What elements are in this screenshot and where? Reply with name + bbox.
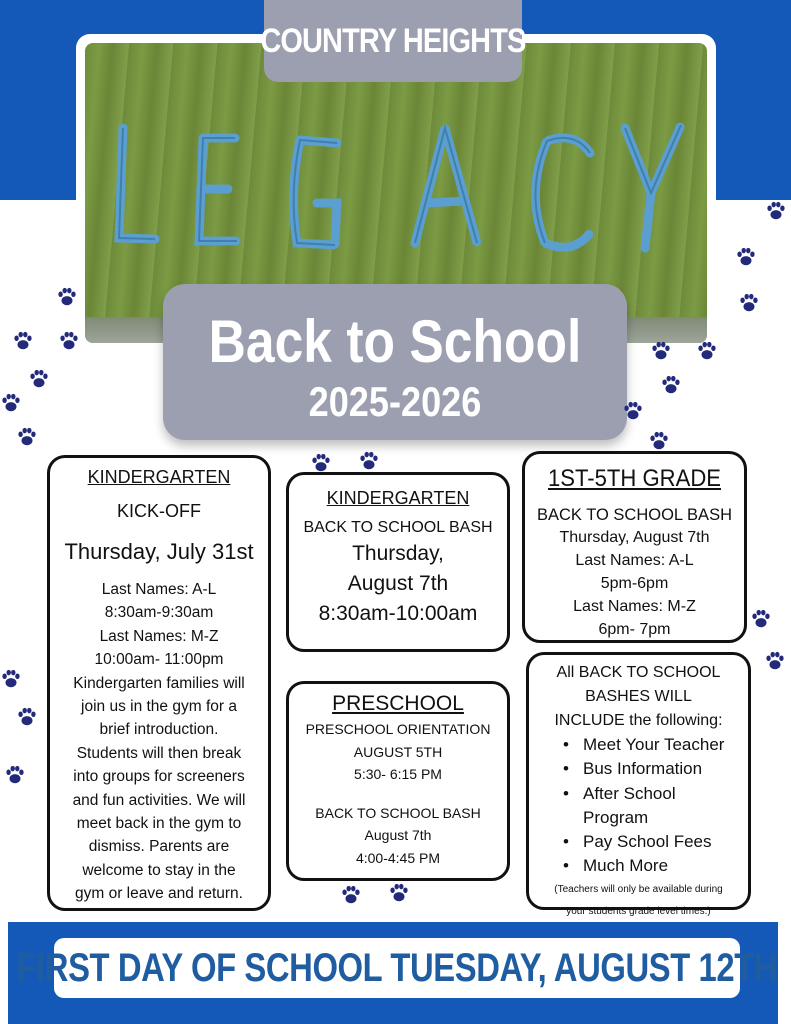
kickoff-line: gym or leave and return.: [74, 885, 243, 903]
list-item: • After School Program: [561, 782, 740, 831]
list-item: • Meet Your Teacher: [561, 733, 740, 757]
paw-print-icon: [0, 668, 22, 690]
kickoff-line: Last Names: M-Z: [99, 627, 219, 645]
kickoff-line: meet back in the gym to: [76, 815, 242, 833]
paw-print-icon: [750, 608, 772, 630]
paw-print-icon: [310, 452, 332, 474]
preschool-line: PRESCHOOL ORIENTATION: [305, 721, 491, 737]
kickoff-line: dismiss. Parents are: [88, 838, 230, 856]
school-year: 2025-2026: [308, 378, 482, 425]
paw-print-icon: [358, 450, 380, 472]
preschool-line: AUGUST 5TH: [353, 743, 443, 760]
kindergarten-bash-card: [286, 472, 510, 652]
paw-print-icon: [735, 246, 757, 268]
kindergarten-bash-date-line1: Thursday,: [352, 542, 444, 565]
paw-print-icon: [16, 426, 38, 448]
kickoff-heading: KINDERGARTEN: [87, 467, 231, 487]
preschool-line: 5:30- 6:15 PM: [354, 766, 442, 782]
kickoff-date: Thursday, July 31st: [64, 539, 254, 564]
preschool-line: 4:00-4:45 PM: [355, 849, 441, 866]
paw-print-icon: [58, 330, 80, 352]
kickoff-line: and fun activities. We will: [72, 791, 246, 809]
kickoff-line: Students will then break: [76, 744, 242, 762]
preschool-line: BACK TO SCHOOL BASH: [315, 804, 481, 821]
list-item: • Bus Information: [561, 757, 740, 781]
preschool-line: August 7th: [364, 827, 432, 843]
includes-note-line2: your students grade level times.): [566, 905, 711, 917]
grade-1-5-line: 6pm- 7pm: [598, 621, 671, 638]
paw-print-icon: [0, 392, 22, 414]
first-day-banner: [16, 938, 778, 998]
paw-print-icon: [764, 650, 786, 672]
grade-1-5-line: Thursday, August 7th: [559, 529, 710, 546]
grade-1-5-line: 5pm-6pm: [600, 575, 669, 592]
kickoff-line: 10:00am- 11:00pm: [94, 651, 224, 669]
kindergarten-kickoff-card: [47, 455, 271, 911]
paw-print-icon: [622, 400, 644, 422]
paw-print-icon: [56, 286, 78, 308]
paw-print-icon: [648, 430, 670, 452]
includes-line: BASHES WILL: [585, 688, 692, 705]
title-panel: [163, 284, 627, 440]
includes-note-line1: (Teachers will only be available during: [554, 883, 723, 895]
kindergarten-bash-heading: KINDERGARTEN: [326, 488, 470, 508]
paw-print-icon: [28, 368, 50, 390]
first-day-text: FIRST DAY OF SCHOOL TUESDAY, AUGUST 12TH: [16, 945, 778, 990]
grade-1-5-card: [522, 451, 747, 643]
kickoff-line: welcome to stay in the: [82, 861, 236, 879]
kickoff-line: join us in the gym for a: [81, 698, 237, 716]
paw-print-icon: [4, 764, 26, 786]
paw-print-icon: [738, 292, 760, 314]
kickoff-line: Last Names: A-L: [101, 581, 217, 598]
includes-list: [561, 733, 740, 879]
grade-1-5-heading: 1ST-5TH GRADE: [547, 465, 721, 492]
school-name: COUNTRY HEIGHTS: [260, 21, 526, 60]
kickoff-subheading: KICK-OFF: [117, 501, 201, 521]
list-item: • Pay School Fees: [561, 830, 740, 854]
paw-print-icon: [16, 706, 38, 728]
paw-print-icon: [340, 884, 362, 906]
preschool-card: [286, 681, 510, 881]
paw-print-icon: [696, 340, 718, 362]
kickoff-line: Kindergarten families will: [73, 674, 245, 692]
preschool-heading: PRESCHOOL: [332, 692, 464, 715]
kindergarten-bash-date-line2: August 7th: [347, 572, 449, 595]
list-item: • Much More: [561, 854, 740, 878]
kindergarten-bash-time: 8:30am-10:00am: [318, 602, 478, 625]
paw-print-icon: [12, 330, 34, 352]
grade-1-5-subheading: BACK TO SCHOOL BASH: [536, 506, 732, 524]
paw-print-icon: [650, 340, 672, 362]
paw-print-icon: [388, 882, 410, 904]
page-title: Back to School: [208, 308, 582, 375]
grade-1-5-line: Last Names: M-Z: [573, 598, 696, 615]
includes-line: INCLUDE the following:: [554, 712, 723, 729]
includes-line: All BACK TO SCHOOL: [556, 664, 721, 681]
kickoff-line: 8:30am-9:30am: [104, 604, 214, 622]
grade-1-5-line: Last Names: A-L: [575, 552, 694, 569]
bash-includes-card: [526, 652, 751, 917]
school-name-tab: [260, 0, 526, 82]
kickoff-line: into groups for screeners: [73, 768, 245, 786]
kickoff-line: brief introduction.: [99, 721, 219, 739]
paw-print-icon: [765, 200, 787, 222]
kindergarten-bash-subheading: BACK TO SCHOOL BASH: [303, 519, 493, 536]
paw-print-icon: [660, 374, 682, 396]
